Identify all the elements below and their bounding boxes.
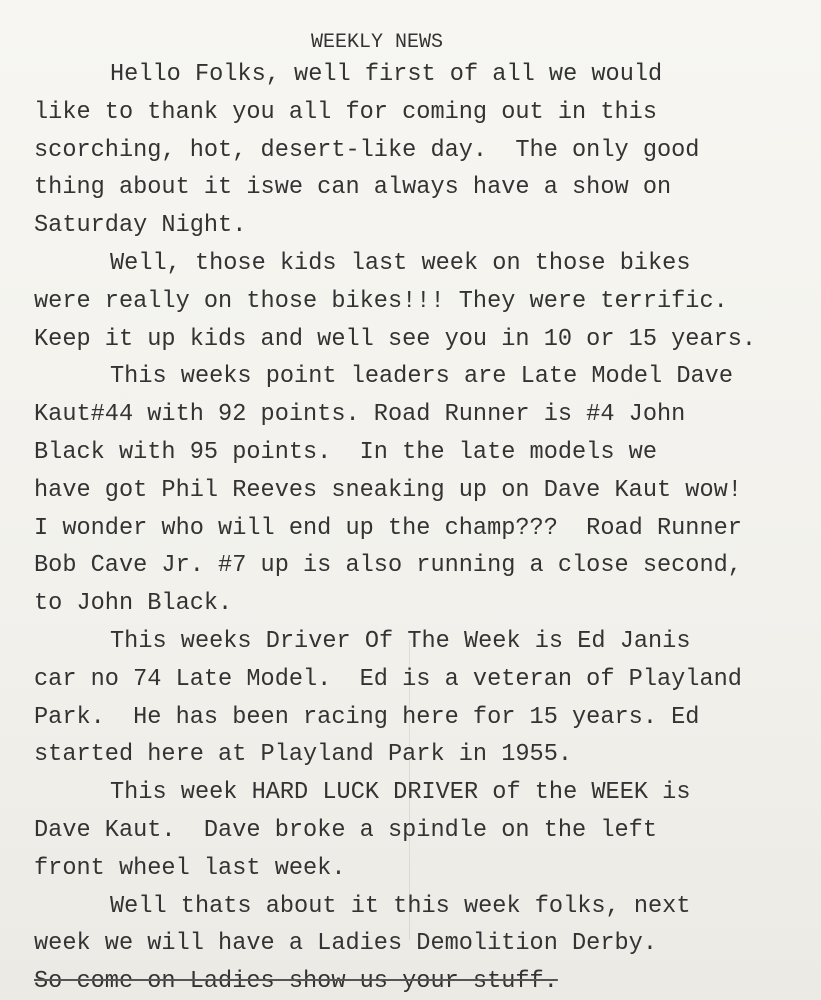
- text-line: Keep it up kids and well see you in 10 or 15 years.: [34, 325, 757, 353]
- paragraph-greeting: [34, 56, 819, 245]
- text-line: Dave Kaut. Dave broke a spindle on the left: [34, 816, 657, 844]
- document-title: WEEKLY NEWS: [311, 31, 444, 54]
- text-line: Hello Folks, well first of all we would: [110, 61, 663, 88]
- text-line: This weeks Driver Of The Week is Ed Janis: [110, 627, 691, 655]
- paragraph-driver-of-week: [34, 623, 819, 774]
- text-line: Black with 95 points. In the late models we: [34, 438, 657, 466]
- text-line: This weeks point leaders are Late Model Dave: [110, 363, 733, 391]
- text-line: started here at Playland Park in 1955.: [34, 741, 573, 769]
- text-line: Well, those kids last week on those bikes: [110, 249, 691, 277]
- text-line: to John Black.: [34, 590, 233, 618]
- text-line: like to thank you all for coming out in this: [34, 98, 657, 126]
- text-line: Kaut#44 with 92 points. Road Runner is #4 John: [34, 401, 686, 429]
- paragraph-hard-luck-driver: [34, 774, 819, 887]
- text-line: Bob Cave Jr. #7 up is also running a close second,: [34, 552, 742, 580]
- text-line: have got Phil Reeves sneaking up on Dave Kaut wow!: [34, 476, 742, 504]
- text-line: were really on those bikes!!! They were terrific.: [34, 287, 728, 315]
- document-body: [34, 30, 819, 1000]
- text-line: Well thats about it this week folks, next: [110, 892, 691, 920]
- text-line: thing about it iswe can always have a show on: [34, 174, 672, 202]
- text-line: Park. He has been racing here for 15 years. Ed: [34, 703, 700, 731]
- text-line: This week HARD LUCK DRIVER of the WEEK is: [110, 779, 691, 807]
- text-line-struck: So come on Ladies show us your stuff.: [34, 968, 558, 996]
- text-line: Saturday Night.: [34, 212, 247, 240]
- text-line: I wonder who will end up the champ??? Road Runner: [34, 514, 742, 542]
- text-line: scorching, hot, desert-like day. The only good: [34, 136, 700, 164]
- text-line: car no 74 Late Model. Ed is a veteran of Playland: [34, 665, 742, 693]
- text-line: front wheel last week.: [34, 854, 346, 882]
- paragraph-bikes: [34, 245, 819, 358]
- paragraph-closing: [34, 888, 819, 1000]
- paragraph-point-leaders: [34, 358, 819, 623]
- text-line: week we will have a Ladies Demolition Derby.: [34, 930, 657, 958]
